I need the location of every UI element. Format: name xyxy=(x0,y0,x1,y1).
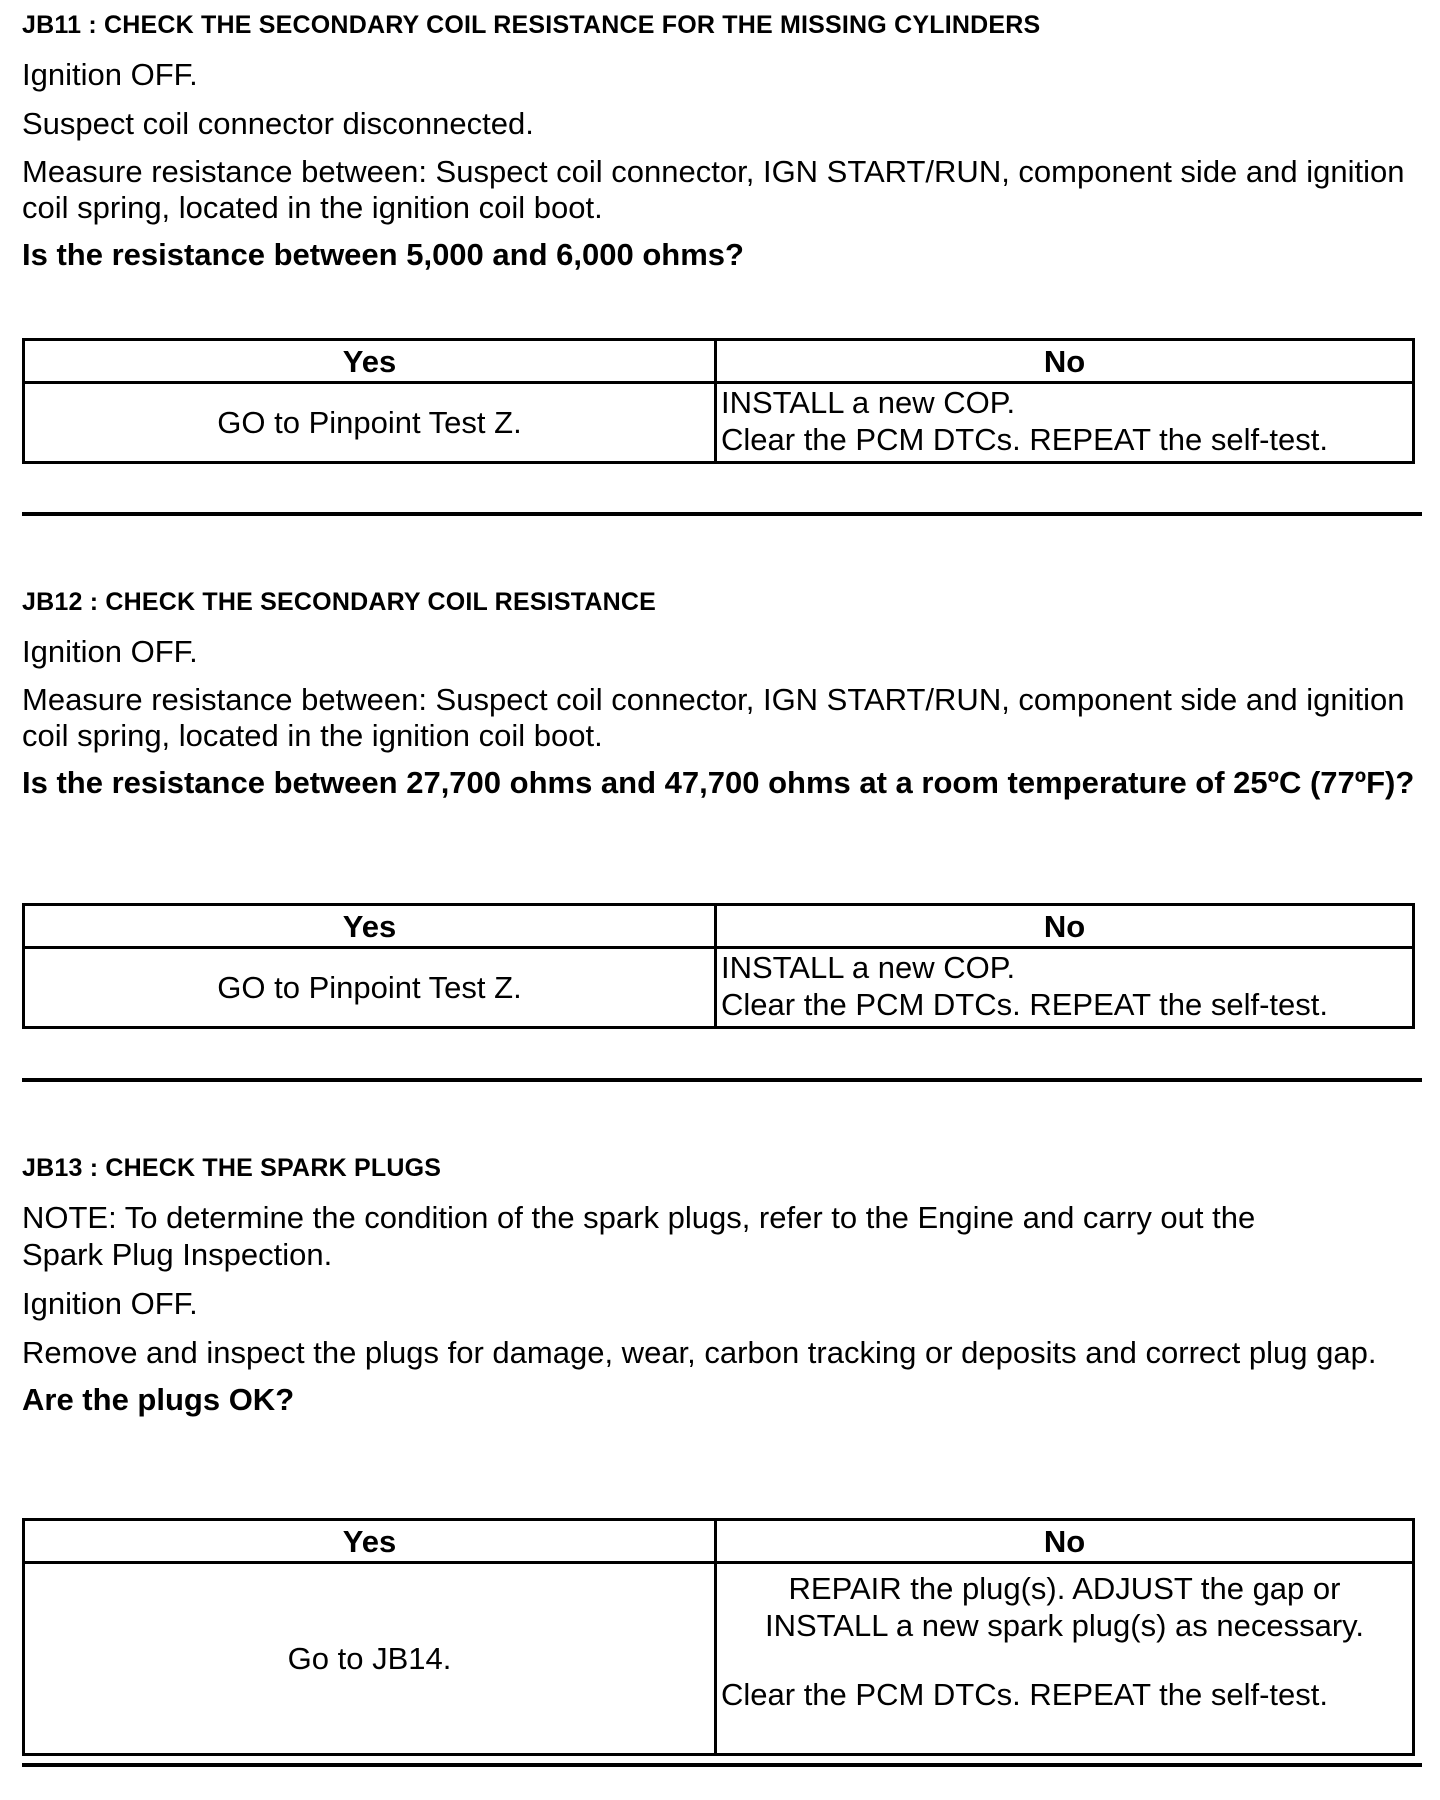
yes-action: GO to Pinpoint Test Z. xyxy=(24,948,716,1028)
section-title: JB11 : CHECK THE SECONDARY COIL RESISTANCE FOR THE MISSING CYLINDERS xyxy=(22,11,1041,39)
step-text: Ignition OFF. xyxy=(22,1286,198,1321)
no-header: No xyxy=(716,340,1414,383)
no-action-line: REPAIR the plug(s). ADJUST the gap or INSTALL a new spark plug(s) as necessary. xyxy=(764,1571,1364,1643)
no-header: No xyxy=(716,1520,1414,1563)
step-text: Ignition OFF. xyxy=(22,57,198,92)
yes-no-table xyxy=(22,1518,1415,1756)
yes-action: GO to Pinpoint Test Z. xyxy=(24,383,716,463)
yes-no-table xyxy=(22,338,1415,464)
step-text: Measure resistance between: Suspect coil connector, IGN START/RUN, component side and ignition coil spring, located in the ignition coil boot. xyxy=(22,682,1405,753)
question-text: Are the plugs OK? xyxy=(22,1382,295,1417)
section-divider xyxy=(22,512,1422,516)
no-action xyxy=(716,948,1414,1028)
section-jb12 xyxy=(22,587,1422,801)
yes-header: Yes xyxy=(24,340,716,383)
no-action-line: Clear the PCM DTCs. REPEAT the self-test. xyxy=(721,1677,1328,1712)
question-text: Is the resistance between 5,000 and 6,000 ohms? xyxy=(22,237,744,272)
yes-action: Go to JB14. xyxy=(24,1563,716,1755)
step-text: Ignition OFF. xyxy=(22,634,198,669)
note-text: NOTE: To determine the condition of the spark plugs, refer to the Engine and carry out the Spark Plug Inspection. xyxy=(22,1200,1256,1272)
section-divider xyxy=(22,1763,1422,1767)
no-header: No xyxy=(716,905,1414,948)
section-title: JB12 : CHECK THE SECONDARY COIL RESISTANCE xyxy=(22,588,656,616)
step-text: Measure resistance between: Suspect coil connector, IGN START/RUN, component side and ignition coil spring, located in the ignition coil boot. xyxy=(22,154,1405,225)
step-text: Remove and inspect the plugs for damage, wear, carbon tracking or deposits and correct plug gap. xyxy=(22,1335,1377,1370)
yes-no-table xyxy=(22,903,1415,1029)
no-action-line: INSTALL a new COP. xyxy=(721,950,1016,985)
no-action-line: Clear the PCM DTCs. REPEAT the self-test. xyxy=(721,987,1328,1022)
section-title: JB13 : CHECK THE SPARK PLUGS xyxy=(22,1154,442,1182)
no-action xyxy=(716,383,1414,463)
yes-header: Yes xyxy=(24,1520,716,1563)
no-action xyxy=(716,1563,1414,1755)
no-action-line: Clear the PCM DTCs. REPEAT the self-test. xyxy=(721,422,1328,457)
no-action-line: INSTALL a new COP. xyxy=(721,385,1016,420)
yes-header: Yes xyxy=(24,905,716,948)
step-text: Suspect coil connector disconnected. xyxy=(22,106,534,141)
section-divider xyxy=(22,1078,1422,1082)
section-jb13 xyxy=(22,1153,1422,1418)
question-text: Is the resistance between 27,700 ohms and 47,700 ohms at a room temperature of 25ºC (77ºF)? xyxy=(22,765,1415,800)
section-jb11 xyxy=(22,10,1422,273)
